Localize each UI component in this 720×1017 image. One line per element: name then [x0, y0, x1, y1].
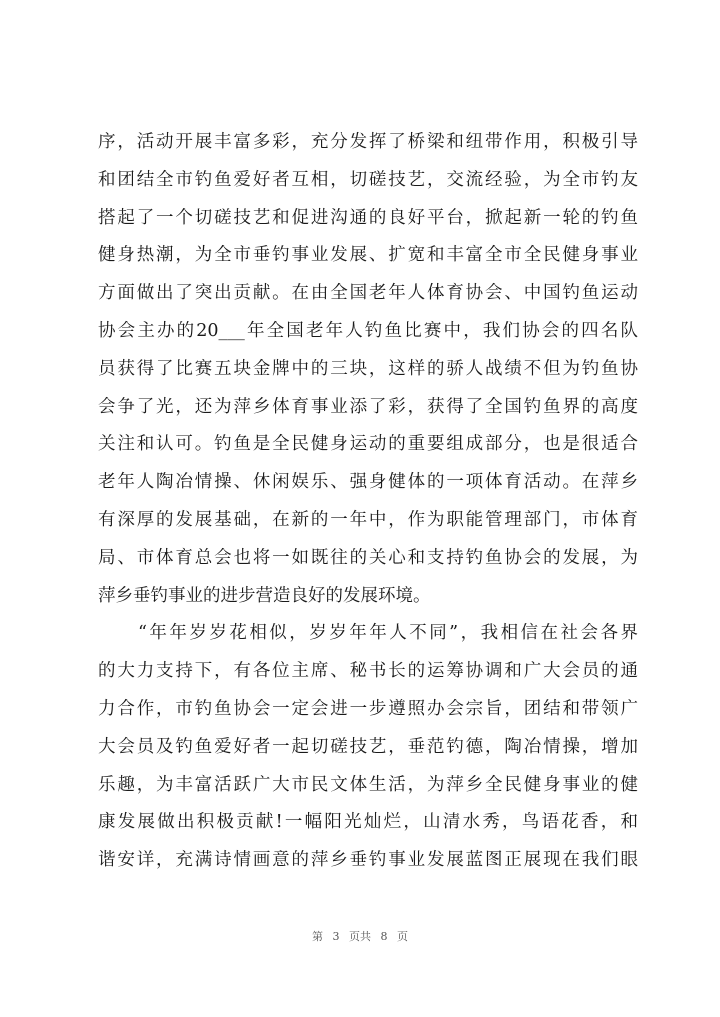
text-line-17: 大会员及钓鱼爱好者一起切磋技艺，垂范钓德，陶冶情操，增加 — [98, 736, 638, 757]
page-footer — [0, 928, 720, 944]
page-number-label: 第 3 页共 8 页 — [312, 930, 408, 943]
text-line-10: 老年人陶冶情操、休闲娱乐、强身健体的一项体育活动。在萍乡 — [98, 472, 638, 493]
text-line-1: 序，活动开展丰富多彩，充分发挥了桥梁和纽带作用，积极引导 — [98, 132, 638, 152]
text-line-2: 和团结全市钓鱼爱好者互相，切磋技艺，交流经验，为全市钓友 — [98, 169, 638, 190]
text-line-16: 力合作，市钓鱼协会一定会进一步遵照办会宗旨，团结和带领广 — [98, 698, 638, 719]
body-text — [98, 124, 638, 880]
text-line-5: 方面做出了突出贡献。在由全国老年人体育协会、中国钓鱼运动 — [98, 283, 638, 304]
text-line-4: 健身热潮，为全市垂钓事业发展、扩宽和丰富全市全民健身事业 — [98, 245, 638, 266]
text-line-12: 局、市体育总会也将一如既往的关心和支持钓鱼协会的发展，为 — [98, 547, 638, 568]
text-line-6: 协会主办的20___年全国老年人钓鱼比赛中，我们协会的四名队 — [98, 320, 638, 341]
text-line-9: 关注和认可。钓鱼是全民健身运动的重要组成部分，也是很适合 — [98, 434, 638, 455]
text-line-20: 谐安详，充满诗情画意的萍乡垂钓事业发展蓝图正展现在我们眼 — [98, 850, 638, 871]
text-line-19: 康发展做出积极贡献!一幅阳光灿烂，山清水秀，鸟语花香，和 — [98, 812, 638, 833]
text-line-11: 有深厚的发展基础，在新的一年中，作为职能管理部门，市体育 — [98, 509, 638, 530]
text-line-8: 会争了光，还为萍乡体育事业添了彩，获得了全国钓鱼界的高度 — [98, 396, 638, 417]
text-line-15: 的大力支持下，有各位主席、秘书长的运筹协调和广大会员的通 — [98, 661, 638, 682]
text-line-18: 乐趣，为丰富活跃广大市民文体生活，为萍乡全民健身事业的健 — [98, 774, 638, 795]
text-line-7: 员获得了比赛五块金牌中的三块，这样的骄人战绩不但为钓鱼协 — [98, 358, 638, 379]
text-line-14: “年年岁岁花相似，岁岁年年人不同”，我相信在社会各界 — [98, 623, 638, 644]
text-line-3: 搭起了一个切磋技艺和促进沟通的良好平台，掀起新一轮的钓鱼 — [98, 207, 638, 228]
text-line-13: 萍乡垂钓事业的进步营造良好的发展环境。 — [98, 585, 431, 606]
